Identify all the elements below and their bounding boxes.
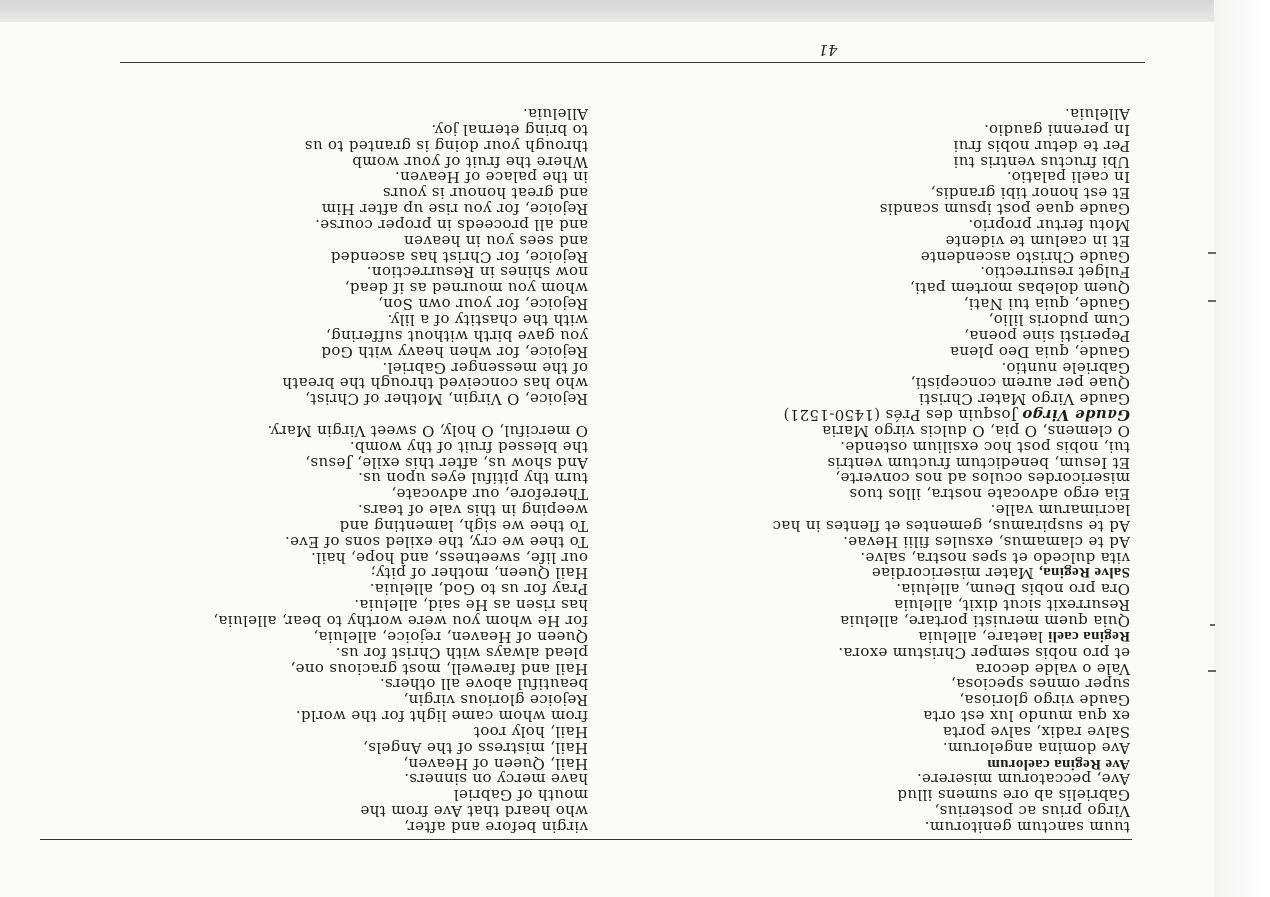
latin-line: Gaude virgo gloriosa, — [959, 691, 1130, 710]
latin-line: Vale o valde decora — [975, 659, 1130, 678]
english-line: Therefore, our advocate, — [391, 485, 588, 504]
english-line: Pray for us to God, alleluia. — [369, 580, 588, 599]
latin-line: Alleluia. — [1064, 105, 1130, 124]
english-line: you gave birth without suffering, — [325, 326, 588, 345]
english-line: from whom came light for the world. — [295, 707, 588, 726]
english-line: for He whom you were worthy to bear, alleluia, — [213, 612, 588, 631]
english-line: Hail Queen, mother of pity; — [370, 564, 588, 583]
english-line: To thee we sigh, lamenting and — [339, 516, 588, 535]
english-line: turn thy pitiful eyes upon us. — [357, 469, 588, 488]
latin-line: Et in caelum te vidente — [945, 231, 1130, 250]
english-line: weeping in this vale of tears. — [357, 501, 588, 520]
latin-line: Per te detur nobis frui — [953, 136, 1130, 155]
latin-line: Ave Regina caelorum — [986, 755, 1130, 772]
latin-line: Salve radix, salve porta — [942, 722, 1130, 741]
latin-line: Ubi fructus ventris tui — [953, 152, 1130, 171]
latin-line: Regina caeli laetare, alleluia — [918, 627, 1130, 646]
english-line: virgin before and after, — [403, 818, 588, 836]
latin-line: Resurrexit sicut dixit, alleluia — [893, 596, 1130, 615]
latin-line: Ad te suspiramus, gementes et flentes in hac — [772, 516, 1130, 535]
latin-line: Quem dolebas mortem pati, — [909, 279, 1130, 298]
latin-line: Cum pudoris lilio, — [988, 311, 1130, 329]
english-line: Hail and farewell, most gracious one, — [290, 659, 588, 678]
english-line: Rejoice, for when heavy with God — [321, 342, 588, 361]
latin-line: Salve Regina, Mater misericordiae — [871, 564, 1130, 583]
latin-line: Gaude Virgo Mater Christi — [918, 390, 1130, 409]
english-line — [213, 406, 588, 422]
latin-line: Fulget resurrectio. — [979, 263, 1130, 282]
english-line: through your doing is granted to us — [304, 136, 588, 155]
latin-line: Et Iesum, benedictum fructum ventris — [827, 453, 1130, 472]
latin-line: et pro nobis semper Christum exora. — [838, 643, 1130, 662]
latin-line: misericordes oculos ad nos converte, — [835, 469, 1130, 488]
latin-line: tuum sanctum genitorum. — [924, 818, 1130, 836]
english-line: with the chastity of a lily. — [387, 311, 588, 329]
english-line: whom you mourned as if dead, — [344, 279, 588, 298]
english-line: of the messenger Gabriel. — [382, 358, 588, 377]
latin-line: Virgo prius ac posterius, — [934, 802, 1130, 821]
english-line: And show us, after this exile, Jesus, — [304, 453, 588, 472]
english-line: Queen of Heaven, rejoice, alleluia, — [313, 627, 588, 646]
latin-line: In perenni gaudio. — [983, 120, 1130, 139]
english-line: Alleluia. — [522, 105, 588, 124]
header-rule — [120, 62, 1145, 63]
english-line: in the palace of Heaven. — [394, 168, 588, 187]
english-line: plead always with Christ for us. — [335, 643, 588, 662]
latin-line: Et est honor tibi grandis, — [930, 184, 1130, 203]
english-line: the blessed fruit of thy womb. — [349, 437, 588, 456]
english-line: have mercy on sinners. — [403, 770, 588, 789]
latin-line: Gabrielis ab ore sumens illud — [897, 786, 1130, 805]
latin-line: Gabriele nuntio. — [1001, 358, 1130, 377]
english-line: Rejoice, for you rise up after Him — [321, 200, 588, 219]
english-line: who heard that Ave from the — [360, 802, 588, 821]
english-line: mouth of Gabriel — [453, 786, 588, 805]
latin-line: Ad te clamamus, exsules filii Hevae. — [842, 532, 1130, 551]
english-line: and all proceeds in proper course. — [314, 215, 588, 234]
english-line: Hail, mistress of the Angels, — [362, 738, 588, 757]
english-line: Rejoice, for Christ has ascended — [330, 247, 588, 266]
latin-line: Gaude Christo ascendente — [920, 247, 1130, 266]
english-translation-column — [213, 105, 588, 834]
latin-text-column — [772, 105, 1130, 834]
latin-line: Motu fertur proprio. — [968, 215, 1130, 234]
latin-line: Ora pro nobis Deum, alleluia. — [895, 580, 1130, 599]
latin-line: Quae per aurem concepisti, — [910, 374, 1130, 393]
english-line: and great honour is yours — [382, 184, 588, 203]
latin-line: Gaude, quia tui Nati, — [963, 295, 1130, 314]
latin-line: Eia ergo advocate nostra, illos tuos — [849, 485, 1130, 504]
english-line: Rejoice, for your own Son, — [377, 295, 588, 314]
english-line: who has conceived through the breath — [281, 374, 588, 393]
latin-line: Quia quem meruisti portare, alleluia — [839, 612, 1130, 631]
latin-line: Ave, peccatorum miserere. — [916, 770, 1130, 789]
english-line: To thee we cry, the exiled sons of Eve. — [284, 532, 588, 551]
latin-line: tui, nobis post hoc exsilium ostende. — [839, 437, 1130, 456]
english-line: to bring eternal joy. — [431, 120, 588, 139]
english-line: Hail, Queen of Heaven, — [402, 754, 588, 773]
english-line: O merciful, O holy, O sweet Virgin Mary. — [267, 421, 588, 440]
english-line: has risen as He said, alleluia. — [354, 596, 588, 615]
latin-line: Gaude Virgo Josquin des Prés (1450-1521) — [783, 406, 1130, 425]
english-line: beautiful above all others. — [379, 675, 588, 694]
english-line: our life, sweetness, and hope, hail. — [310, 548, 588, 567]
latin-line: In caeli palatio. — [1006, 168, 1130, 187]
english-line: and sees you in heaven — [403, 231, 588, 250]
latin-line: Gaude, quia Deo plena — [949, 342, 1130, 361]
latin-line: Ave domina angelorum. — [942, 738, 1130, 757]
english-line: Rejoice glorious virgin, — [403, 691, 588, 710]
latin-line: ex qua mundo lux est orta — [922, 707, 1130, 726]
latin-line: O clemens, O pia, O dulcis virgo Maria — [821, 421, 1130, 440]
latin-line: Peperisti sine poena, — [963, 326, 1130, 345]
footer-rule — [40, 839, 1132, 840]
latin-line: lacrimarum valle. — [990, 501, 1130, 520]
latin-line: super omnes speciosa, — [950, 675, 1130, 694]
latin-line: vita dulcedo et spes nostra, salve. — [860, 548, 1130, 567]
english-line: now shines in Resurrection. — [366, 263, 588, 282]
latin-line: Gaude quae post ipsum scandis — [879, 200, 1130, 219]
page-number: 41 — [818, 41, 838, 59]
english-line: Rejoice, O Virgin, Mother of Christ, — [304, 390, 588, 409]
english-line: Where the fruit of your womb — [351, 152, 588, 171]
english-line: Hail, holy root — [473, 722, 588, 741]
